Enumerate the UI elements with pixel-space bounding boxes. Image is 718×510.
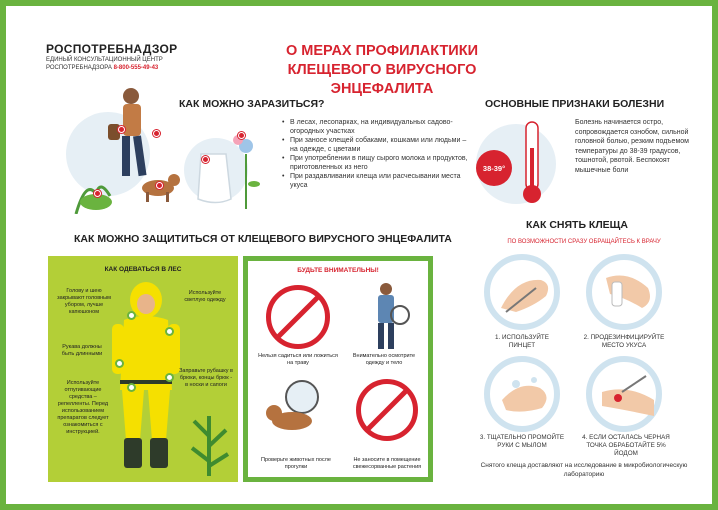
note-head: Голову и шею закрывают головным убором, лучше капюшоном xyxy=(57,288,111,315)
org-phone: 8-800-555-49-43 xyxy=(113,65,159,71)
symptoms-text: Болезнь начинается остро, сопровождается ознобом, сильной головной болью, резким подъемом температуры до 38-39 градусов, тошнотой, рвотой. Беспокоят мышечные боли xyxy=(575,119,689,174)
org-line-1: ЕДИНЫЙ КОНСУЛЬТАЦИОННЫЙ ЦЕНТР xyxy=(46,57,163,63)
step-1: 1. ИСПОЛЬЗУЙТЕ ПИНЦЕТ xyxy=(495,334,549,349)
tick-marker xyxy=(156,182,163,189)
list-item: • При раздавливании клеща или расчесывании места укуса xyxy=(282,172,472,190)
hand-icon xyxy=(598,268,658,318)
dress-panel xyxy=(48,256,238,482)
removal-final-note: Снятого клеща доставляют на исследование в микробиологическую лабораторию xyxy=(480,462,688,478)
list-item: • При употреблении в пищу сырого молока и продуктов, приготовленных из него xyxy=(282,154,472,172)
thermometer-illustration xyxy=(470,118,570,208)
note-clothes: Используйте светлую одежду xyxy=(184,290,226,303)
temperature-badge: 38-39° xyxy=(482,164,506,173)
infection-list xyxy=(282,118,472,190)
removal-title: КАК СНЯТЬ КЛЕЩА xyxy=(526,219,628,231)
list-item: • При заносе клещей собаками, кошками или людьми – на одежде, с цветами xyxy=(282,136,472,154)
list-item: • В лесах, лесопарках, на индивидуальных садово-огородных участках xyxy=(282,118,472,136)
symptoms-title: ОСНОВНЫЕ ПРИЗНАКИ БОЛЕЗНИ xyxy=(485,98,665,110)
attention-panel xyxy=(243,256,433,482)
inspect-person-icon xyxy=(356,281,416,353)
note-pets: Проверьте животных после прогулки xyxy=(261,457,331,470)
callout-dot xyxy=(166,328,173,335)
tick-marker xyxy=(94,190,101,197)
protection-title: КАК МОЖНО ЗАЩИТИТЬСЯ ОТ КЛЕЩЕВОГО ВИРУСНОГО ЭНЦЕФАЛИТА xyxy=(74,233,452,245)
attention-title: БУДЬТЕ ВНИМАТЕЛЬНЫ! xyxy=(297,267,379,274)
no-plants-icon xyxy=(356,379,418,441)
step-3: 3. ТЩАТЕЛЬНО ПРОМОЙТЕ РУКИ С МЫЛОМ xyxy=(479,434,565,449)
poster-content xyxy=(6,6,712,504)
tick-marker xyxy=(238,132,245,139)
tick-marker xyxy=(153,130,160,137)
callout-dot xyxy=(128,384,135,391)
note-sleeves: Рукава должны быть длинными xyxy=(61,344,103,357)
no-sitting-icon xyxy=(266,285,330,349)
callout-dot xyxy=(116,360,123,367)
note-tuck: Заправьте рубашку в брюки, концы брюк - в носки и сапоги xyxy=(179,368,233,388)
org-block xyxy=(46,42,177,72)
dress-title: КАК ОДЕВАТЬСЯ В ЛЕС xyxy=(104,266,182,273)
poster-title: О МЕРАХ ПРОФИЛАКТИКИ КЛЕЩЕВОГО ВИРУСНОГО ЭНЦЕФАЛИТА xyxy=(285,43,478,97)
step-4: 4. ЕСЛИ ОСТАЛАСЬ ЧЕРНАЯ ТОЧКА ОБРАБОТАЙТЕ 5% ЙОДОМ xyxy=(582,434,670,457)
note-inspect: Внимательно осмотрите одежду и тело xyxy=(352,353,416,366)
step-2: 2. ПРОДЕЗИНФИЦИРУЙТЕ МЕСТО УКУСА xyxy=(583,334,665,349)
removal-subtitle: ПО ВОЗМОЖНОСТИ СРАЗУ ОБРАЩАЙТЕСЬ К ВРАЧУ xyxy=(507,239,661,245)
callout-dot xyxy=(166,374,173,381)
tick-marker xyxy=(202,156,209,163)
hand-icon xyxy=(598,370,658,420)
attention-card xyxy=(248,261,428,477)
callout-dot xyxy=(128,312,135,319)
org-line-2: РОСПОТРЕБНАДЗОРА 8-800-555-49-43 xyxy=(46,65,159,71)
org-name: РОСПОТРЕБНАДЗОР xyxy=(46,42,178,56)
note-plants: Не заносите в помещение свежесорванные растения xyxy=(352,457,422,470)
note-repellent: Используйте отпугивающие средства – репелленты. Перед использованием препаратов следует ознакомиться с инструкцией. xyxy=(57,380,109,435)
dog-check-icon xyxy=(262,377,332,439)
hand-icon xyxy=(496,370,556,420)
note-sit: Нельзя садиться или ложиться на траву xyxy=(258,353,338,366)
grass-decoration xyxy=(184,406,234,476)
tick-marker xyxy=(118,126,125,133)
hand-icon xyxy=(496,268,556,318)
infection-title: КАК МОЖНО ЗАРАЗИТЬСЯ? xyxy=(179,98,325,110)
